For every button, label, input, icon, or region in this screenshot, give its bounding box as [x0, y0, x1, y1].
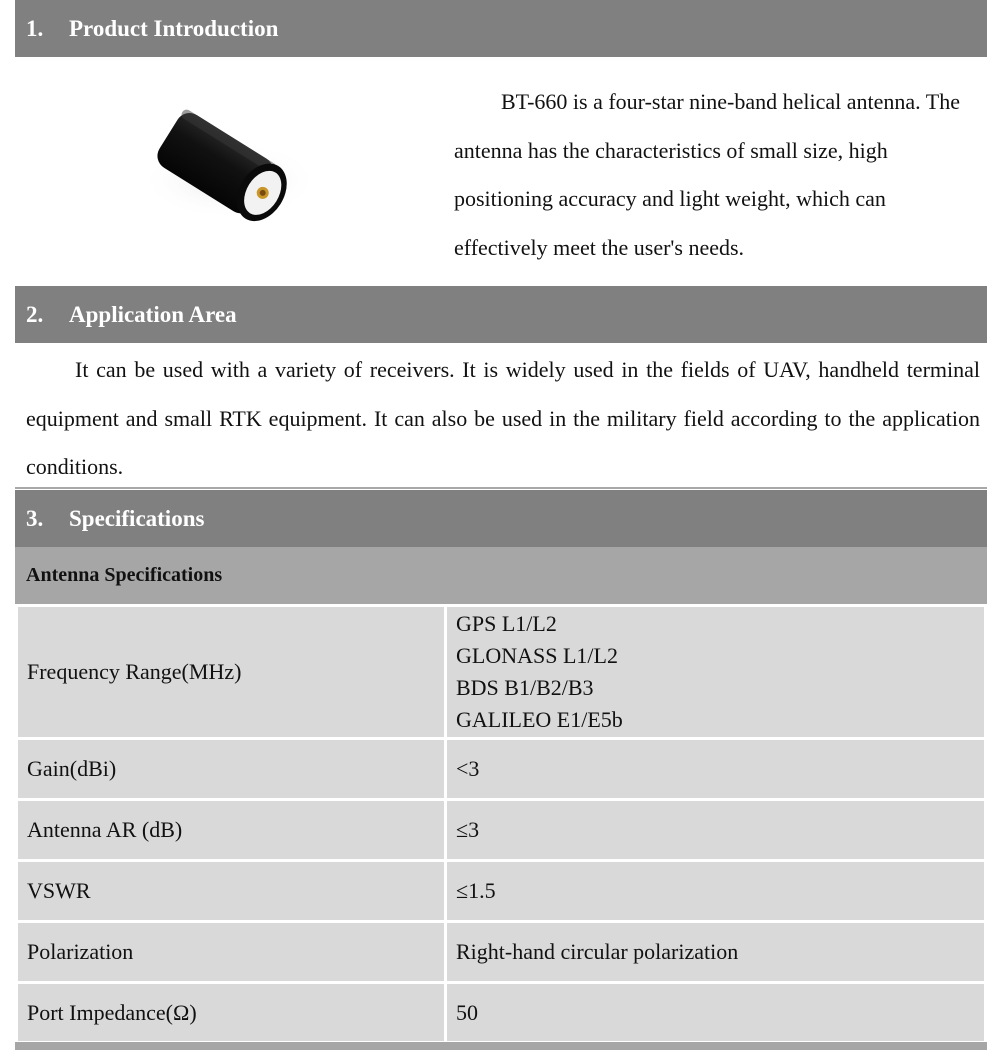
spec-key: Polarization: [17, 922, 446, 983]
spec-value-frequency: [446, 606, 986, 739]
section-title: Application Area: [69, 301, 237, 327]
table-row: [17, 861, 986, 922]
spec-key: Frequency Range(MHz): [17, 606, 446, 739]
spec-value: Right-hand circular polarization: [446, 922, 986, 983]
antenna-image-icon: [120, 85, 440, 265]
application-description: It can be used with a variety of receivers. It is widely used in the fields of UAV, handheld terminal equipment and small RTK equipment. It can also be used in the military field according to the application conditions.: [26, 357, 980, 479]
table-row: [17, 606, 986, 739]
frequency-band: GLONASS L1/L2: [456, 643, 618, 668]
spec-key: Port Impedance(Ω): [17, 983, 446, 1043]
table-row: [17, 922, 986, 983]
spec-value: ≤1.5: [446, 861, 986, 922]
frequency-band: GALILEO E1/E5b: [456, 707, 623, 732]
next-section-bar: [15, 1042, 987, 1050]
spec-value: <3: [446, 739, 986, 800]
section-title: Specifications: [69, 505, 205, 531]
section-header-specifications: [15, 490, 987, 547]
product-description-text: BT-660 is a four-star nine-band helical antenna. The antenna has the characteristics of small size, high positioning accuracy and light weight, which can effectively meet the user's needs.: [454, 89, 960, 260]
section-header-product-introduction: [15, 0, 987, 57]
frequency-band: GPS L1/L2: [456, 611, 557, 636]
table-row: [17, 739, 986, 800]
section-header-application-area: [15, 286, 987, 343]
section-number: 1.: [26, 15, 44, 41]
section-number: 3.: [26, 505, 44, 531]
section-title: Product Introduction: [69, 15, 279, 41]
antenna-specifications-subheader: Antenna Specifications: [15, 547, 987, 604]
spec-value: ≤3: [446, 800, 986, 861]
spec-key: Gain(dBi): [17, 739, 446, 800]
table-row: [17, 800, 986, 861]
frequency-band: BDS B1/B2/B3: [456, 675, 594, 700]
product-description: [454, 78, 984, 272]
product-image: [120, 85, 440, 265]
section-divider: [15, 487, 987, 489]
spec-key: VSWR: [17, 861, 446, 922]
spec-key: Antenna AR (dB): [17, 800, 446, 861]
table-row: [17, 983, 986, 1043]
spec-value: 50: [446, 983, 986, 1043]
specifications-table: [15, 604, 987, 1044]
section-number: 2.: [26, 301, 44, 327]
